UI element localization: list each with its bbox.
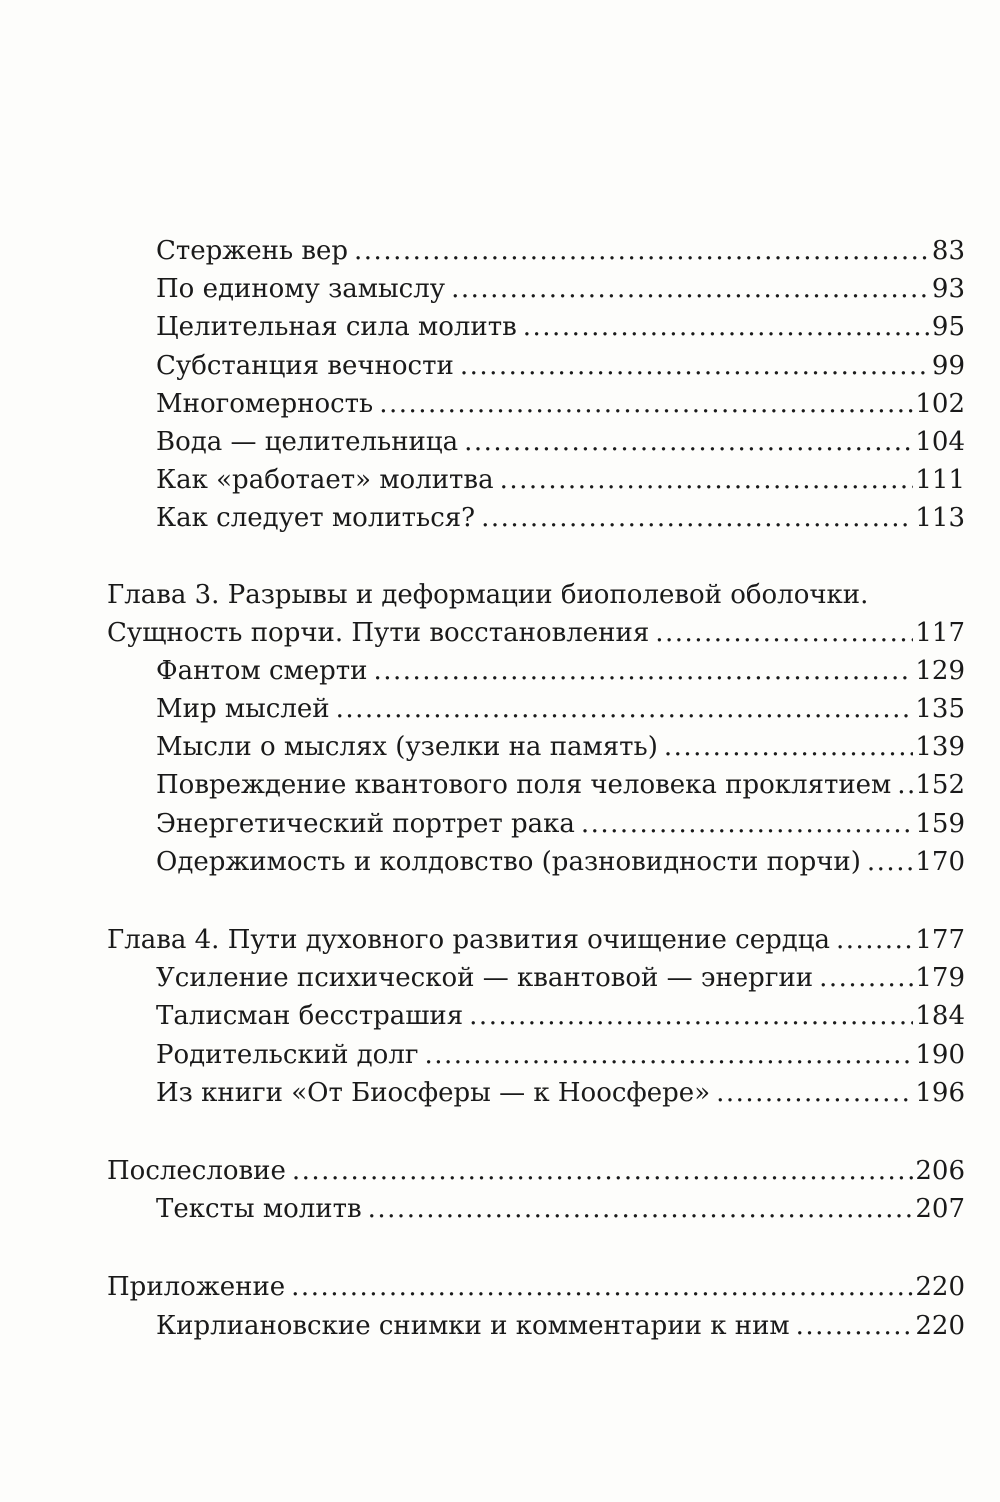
dot-leader: [500, 461, 914, 499]
toc-entry-title: Как «работает» молитва: [156, 465, 494, 496]
chapter-page: 177: [915, 925, 965, 955]
toc-entry-page: 139: [915, 732, 965, 763]
toc-entry-title: Родительский долг: [156, 1039, 419, 1070]
dot-leader: [581, 805, 913, 843]
toc-entry: [107, 690, 965, 728]
toc-entry-title: По единому замыслу: [156, 274, 446, 305]
section-gap: [107, 1112, 965, 1152]
toc-entry-title: Фантом смерти: [156, 655, 368, 686]
dot-leader: [368, 1190, 914, 1228]
chapter-entry: [107, 614, 965, 652]
toc-entry-page: 220: [915, 1310, 965, 1341]
toc-entry: [107, 1190, 965, 1228]
toc-entry-title: Энергетический портрет рака: [156, 808, 575, 839]
toc-entry: [107, 1074, 965, 1112]
toc-entry-page: 129: [915, 655, 965, 686]
dot-leader: [481, 499, 913, 537]
dot-leader: [451, 270, 930, 308]
dot-leader: [897, 766, 913, 804]
toc-entry: [107, 652, 965, 690]
toc-entry-title: Талисман бесстрашия: [156, 1001, 464, 1032]
toc-entry-title: Мысли о мыслях (узелки на память): [156, 732, 658, 763]
table-of-contents: [107, 232, 965, 1345]
toc-entry-page: 102: [915, 388, 965, 419]
dot-leader: [796, 1307, 914, 1345]
toc-entry: [107, 1036, 965, 1074]
chapter-title: Глава 4. Пути духовного развития очищение сердца: [107, 925, 830, 955]
toc-entry-page: 179: [915, 963, 965, 994]
dot-leader: [716, 1074, 913, 1112]
toc-entry: [107, 805, 965, 843]
toc-entry: [107, 308, 965, 346]
toc-entry-page: 152: [915, 770, 965, 801]
toc-entry-title: Вода — целительница: [156, 426, 459, 457]
section-gap: [107, 538, 965, 576]
toc-entry-title: Из книги «От Биосферы — к Ноосфере»: [156, 1077, 711, 1108]
toc-entry: [107, 385, 965, 423]
chapter-title: Глава 3. Разрывы и деформации биополевой оболочки.: [107, 579, 869, 610]
dot-leader: [867, 843, 913, 881]
dot-leader: [373, 652, 913, 690]
toc-entry-title: Мир мыслей: [156, 694, 330, 725]
toc-entry-page: 93: [931, 274, 965, 305]
toc-entry-title: Усиление психической — квантовой — энергии: [156, 963, 814, 994]
toc-entry: [107, 347, 965, 385]
dot-leader: [469, 997, 913, 1035]
chapter-title: Послесловие: [107, 1155, 286, 1186]
chapter-page: 117: [915, 617, 965, 648]
toc-entry: [107, 461, 965, 499]
toc-entry-page: 159: [915, 808, 965, 839]
toc-entry-page: 83: [931, 236, 965, 266]
section-gap: [107, 1228, 965, 1268]
toc-entry: [107, 843, 965, 881]
toc-entry: [107, 423, 965, 461]
toc-entry-title: Стержень вер: [156, 236, 349, 266]
toc-entry: [107, 728, 965, 766]
toc-entry-page: 113: [915, 503, 965, 534]
toc-entry-page: 190: [915, 1039, 965, 1070]
toc-entry-title: Одержимость и колдовство (разновидности порчи): [156, 846, 861, 877]
toc-entry-page: 104: [915, 426, 965, 457]
dot-leader: [664, 728, 914, 766]
chapter-page: 206: [915, 1155, 965, 1186]
toc-entry-page: 184: [915, 1001, 965, 1032]
dot-leader: [523, 308, 930, 346]
toc-entry-title: Как следует молиться?: [156, 503, 476, 534]
toc-entry-page: 111: [915, 465, 965, 496]
chapter-page: 220: [915, 1272, 965, 1303]
toc-entry-page: 95: [931, 312, 965, 343]
chapter-entry: [107, 1152, 965, 1190]
dot-leader: [424, 1036, 913, 1074]
chapter-heading-line: [107, 576, 965, 614]
toc-entry-title: Повреждение квантового поля человека проклятием: [156, 770, 892, 801]
toc-entry: [107, 499, 965, 537]
dot-leader: [464, 423, 913, 461]
toc-entry-title: Тексты молитв: [156, 1194, 362, 1225]
dot-leader: [819, 959, 913, 997]
dot-leader: [836, 921, 913, 959]
section-gap: [107, 881, 965, 921]
toc-entry-page: 196: [915, 1077, 965, 1108]
toc-entry-page: 207: [915, 1194, 965, 1225]
dot-leader: [354, 232, 930, 270]
chapter-title: Приложение: [107, 1272, 286, 1303]
toc-entry-title: Кирлиановские снимки и комментарии к ним: [156, 1310, 790, 1341]
toc-entry: [107, 1307, 965, 1345]
toc-entry: [107, 232, 965, 270]
dot-leader: [460, 347, 930, 385]
chapter-entry: [107, 1268, 965, 1306]
toc-entry: [107, 270, 965, 308]
chapter-title: Сущность порчи. Пути восстановления: [107, 617, 650, 648]
dot-leader: [336, 690, 914, 728]
toc-entry: [107, 959, 965, 997]
toc-entry-title: Многомерность: [156, 388, 374, 419]
dot-leader: [379, 385, 913, 423]
toc-entry: [107, 997, 965, 1035]
toc-entry-page: 170: [915, 846, 965, 877]
toc-entry-title: Целительная сила молитв: [156, 312, 517, 343]
chapter-entry: [107, 921, 965, 959]
dot-leader: [291, 1268, 913, 1306]
toc-entry-title: Субстанция вечности: [156, 350, 454, 381]
toc-entry: [107, 766, 965, 804]
toc-entry-page: 99: [931, 350, 965, 381]
dot-leader: [292, 1152, 913, 1190]
toc-entry-page: 135: [915, 694, 965, 725]
dot-leader: [655, 614, 913, 652]
